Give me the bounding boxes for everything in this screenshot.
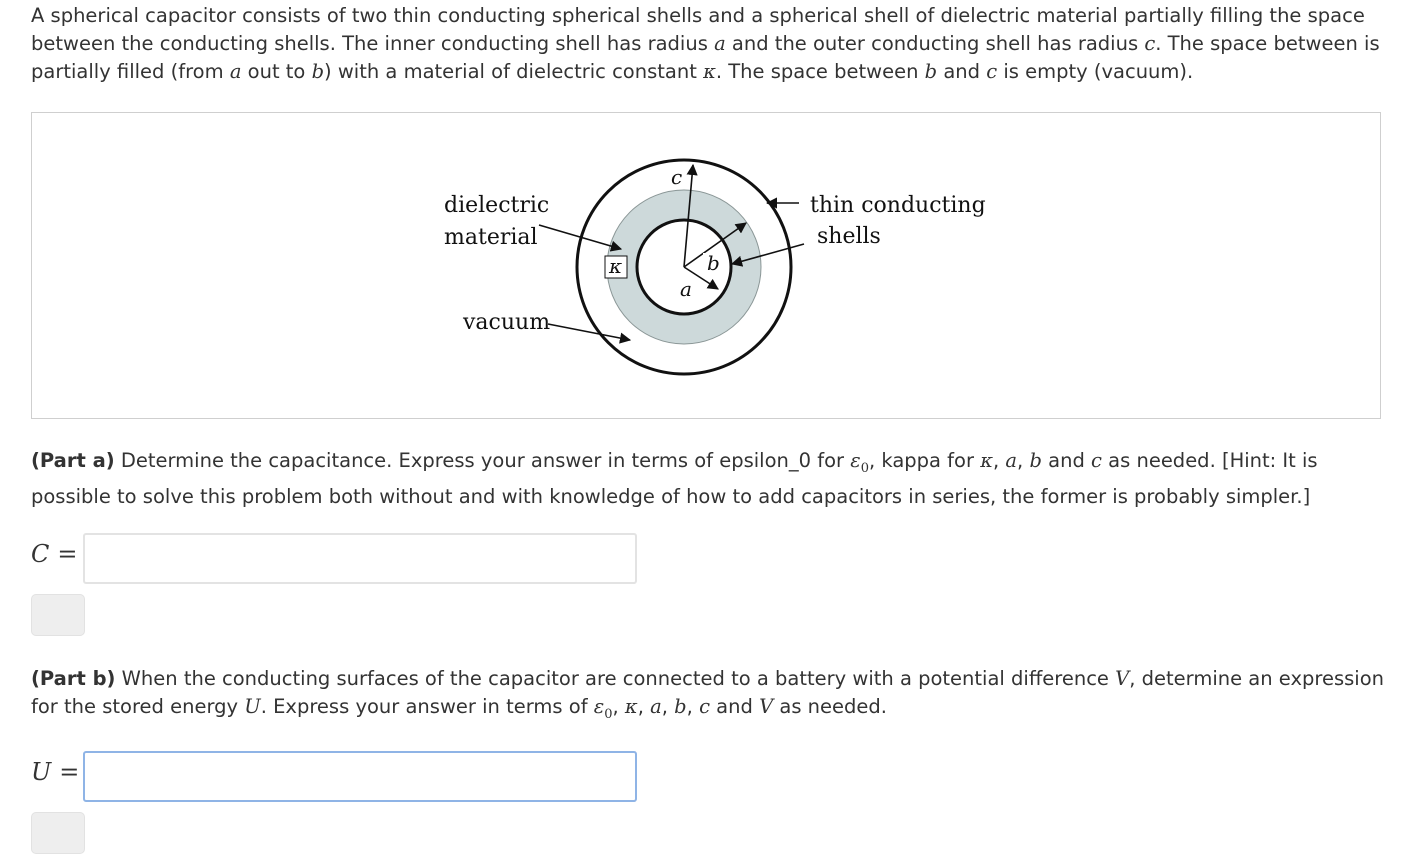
var-c: c: [1144, 32, 1156, 55]
label-b-box: [703, 251, 723, 275]
part-b-text: When the conducting surfaces of the capacitor are connected to a battery with a potential difference: [115, 667, 1116, 690]
label-c: c: [671, 165, 683, 189]
var-a: a: [714, 32, 726, 55]
label-dielectric-line2: material: [444, 225, 538, 250]
energy-label: U =: [31, 758, 80, 786]
var-V: V: [759, 695, 774, 718]
intro-text: and the outer conducting shell has radius: [725, 32, 1145, 55]
var-c: c: [986, 60, 998, 83]
var-kappa: κ: [624, 695, 638, 718]
var-b: b: [311, 60, 325, 83]
capacitor-diagram: [32, 113, 1380, 418]
intro-text: and: [937, 60, 987, 83]
capacitance-submit-button[interactable]: [31, 594, 85, 636]
part-a-text: Determine the capacitance. Express your answer in terms of epsilon_0 for: [114, 449, 851, 472]
capacitance-label: C =: [31, 540, 78, 568]
label-a: a: [680, 277, 692, 301]
epsilon-symbol: $\varepsilon_0$: [850, 449, 869, 476]
label-shells-line1: thin conducting: [810, 193, 986, 218]
capacitance-input[interactable]: [83, 533, 637, 584]
label-kappa: κ: [609, 254, 623, 278]
var-b: b: [924, 60, 938, 83]
label-vacuum: vacuum: [463, 310, 551, 335]
var-a: a: [650, 695, 662, 718]
part-b-heading: (Part b): [31, 667, 116, 690]
label-kappa-box: [605, 254, 627, 278]
part-b-text: . Express your answer in terms of: [260, 695, 594, 718]
var-c: c: [699, 695, 710, 718]
part-b-text: ,: [612, 695, 625, 718]
part-b-prompt: [31, 665, 1401, 729]
var-V: V: [1115, 667, 1130, 690]
intro-text: . The space between: [715, 60, 925, 83]
label-b: b: [707, 251, 720, 275]
problem-statement: [31, 2, 1401, 86]
var-U: U: [244, 695, 261, 718]
var-kappa: κ: [980, 449, 993, 472]
intro-text: . The space between is partially filled (from: [31, 32, 1380, 83]
part-a-text: ,: [993, 449, 1006, 472]
part-b-text: ,: [661, 695, 675, 718]
intro-text: out to: [241, 60, 312, 83]
part-a-heading: (Part a): [31, 449, 115, 472]
var-b: b: [674, 695, 687, 718]
energy-submit-button[interactable]: [31, 812, 85, 854]
epsilon-symbol: $\varepsilon_0$: [593, 695, 613, 722]
label-shells-line2: shells: [817, 224, 881, 249]
intro-text: A spherical capacitor consists of two thin conducting spherical shells and a spherical shell of dielectric material partially filling the space between the conducting shells. The inner conducting shell has radius: [31, 4, 1365, 55]
part-b-text: , determine an expression for the stored energy: [31, 667, 1384, 718]
part-b-text: and: [709, 695, 760, 718]
var-b: b: [1029, 449, 1042, 472]
intro-text: is empty (vacuum).: [997, 60, 1194, 83]
label-dielectric-line1: dielectric: [444, 193, 550, 218]
capacitor-figure: [31, 112, 1381, 419]
energy-input[interactable]: [83, 751, 637, 802]
part-a-text: and: [1041, 449, 1092, 472]
part-b-text: ,: [686, 695, 700, 718]
part-b-text: ,: [637, 695, 651, 718]
var-c: c: [1091, 449, 1102, 472]
var-a: a: [1005, 449, 1018, 472]
var-kappa: κ: [703, 60, 716, 83]
part-a-text: ,: [1017, 449, 1030, 472]
part-b-text: as needed.: [773, 695, 887, 718]
part-a-text: as needed. [Hint: It is possible to solve this problem both without and with knowledge of how to add capacitors in series, the former is probably simpler.]: [31, 449, 1318, 508]
part-a-prompt: [31, 447, 1401, 511]
intro-text: ) with a material of dielectric constant: [324, 60, 704, 83]
var-a: a: [229, 60, 242, 83]
part-a-text: , kappa for: [868, 449, 981, 472]
